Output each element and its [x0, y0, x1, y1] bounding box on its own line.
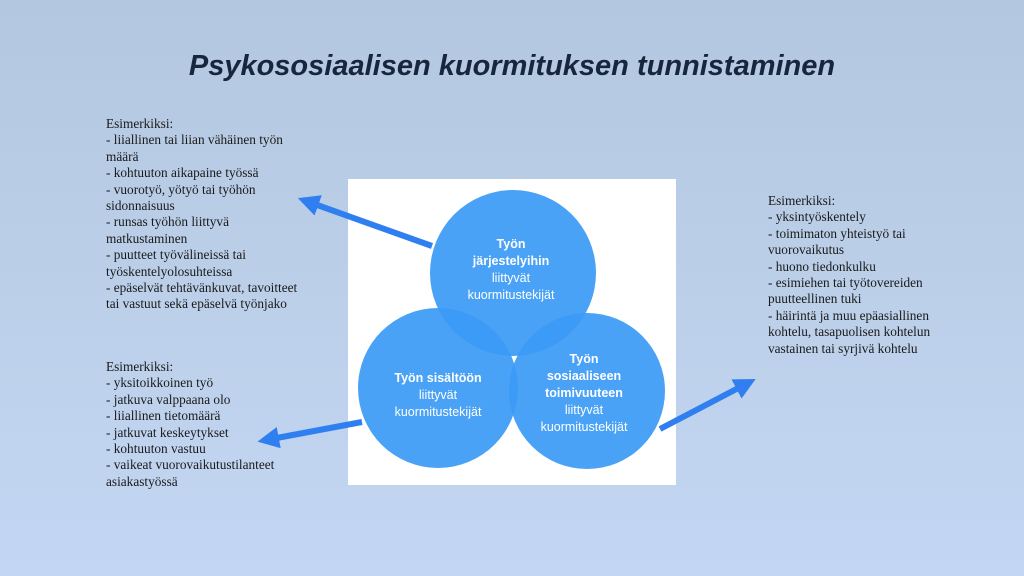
venn-diagram-panel [348, 179, 676, 485]
examples-work-arrangements [106, 116, 306, 313]
examples-heading: Esimerkiksi: [106, 359, 174, 374]
list-item: - toimimaton yhteistyö tai vuorovaikutus [768, 225, 906, 258]
venn-right-label-line5: kuormitustekijät [540, 420, 628, 434]
list-item: - jatkuva valppaana olo [106, 391, 231, 407]
list-item: - esimiehen tai työtovereiden puutteellinen tuki [768, 275, 923, 307]
venn-top-label-line1: Työn [496, 237, 526, 251]
examples-work-content [106, 359, 281, 490]
list-item: - kohtuuton aikapaine työssä [106, 165, 259, 181]
examples-social-functioning [768, 193, 968, 357]
venn-right-label-line1: Työn [569, 352, 599, 366]
venn-right-label-line2: sosiaaliseen [546, 369, 622, 383]
venn-top-label-line4: kuormitustekijät [467, 288, 555, 302]
list-item: - vuorotyö, yötyö tai työhön sidonnaisuus [106, 181, 256, 214]
examples-list [106, 132, 306, 312]
list-item: - puutteet työvälineissä tai työskentelyolosuhteissa [106, 247, 246, 279]
slide-title: Psykososiaalisen kuormituksen tunnistaminen [188, 50, 836, 82]
list-item: - epäselvät tehtävänkuvat, tavoitteet tai vastuut sekä epäselvä työnjako [106, 280, 298, 312]
venn-top-label-line2: järjestelyihin [472, 254, 550, 268]
examples-list [768, 209, 968, 357]
examples-list [106, 375, 281, 490]
examples-heading: Esimerkiksi: [768, 193, 836, 208]
list-item: - vaikeat vuorovaikutustilanteet asiakastyössä [106, 457, 275, 489]
venn-left-label-line1: Työn sisältöön [394, 371, 482, 385]
venn-right-label-line4: liittyvät [564, 403, 604, 417]
venn-left-label-line2: liittyvät [418, 388, 458, 402]
venn-diagram [348, 179, 676, 485]
venn-left-label-line3: kuormitustekijät [394, 405, 482, 419]
list-item: - yksitoikkoinen työ [106, 375, 214, 391]
venn-top-label-line3: liittyvät [491, 271, 531, 285]
list-item: - huono tiedonkulku [768, 258, 876, 274]
list-item: - liiallinen tai liian vähäinen työn määrä [106, 132, 283, 164]
list-item: - liiallinen tietomäärä [106, 408, 221, 424]
list-item: - runsas työhön liittyvä matkustaminen [106, 214, 229, 246]
list-item: - jatkuvat keskeytykset [106, 424, 229, 440]
list-item: - häirintä ja muu epäasiallinen kohtelu, tasapuolisen kohtelun vastainen tai syrjivä kohtelu [768, 307, 931, 356]
list-item: - yksintyöskentely [768, 209, 866, 225]
list-item: - kohtuuton vastuu [106, 441, 206, 457]
venn-right-label-line3: toimivuuteen [545, 386, 623, 400]
examples-heading: Esimerkiksi: [106, 116, 174, 131]
